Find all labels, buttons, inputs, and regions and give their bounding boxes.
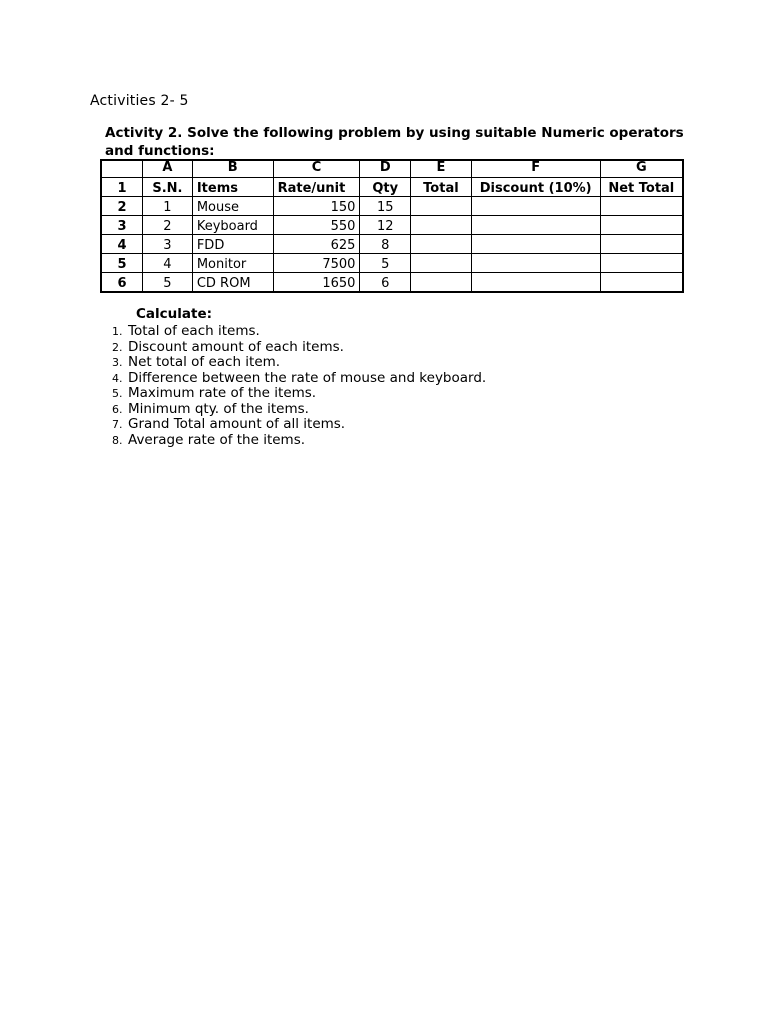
cell-total — [411, 197, 472, 216]
row-number: 3 — [101, 216, 143, 235]
list-item — [112, 433, 486, 449]
list-number: 7. — [112, 418, 123, 431]
table-header-row — [101, 178, 683, 197]
table-row — [101, 197, 683, 216]
corner-cell — [101, 160, 143, 178]
header-net-total: Net Total — [600, 178, 683, 197]
cell-net-total — [600, 235, 683, 254]
list-item — [112, 417, 486, 433]
header-total: Total — [411, 178, 472, 197]
cell-discount — [471, 197, 600, 216]
cell-sn: 3 — [143, 235, 193, 254]
list-number: 5. — [112, 387, 123, 400]
cell-sn: 2 — [143, 216, 193, 235]
list-number: 3. — [112, 356, 123, 369]
task-list — [112, 324, 486, 448]
header-discount: Discount (10%) — [471, 178, 600, 197]
column-letter-row — [101, 160, 683, 178]
row-number: 2 — [101, 197, 143, 216]
cell-total — [411, 216, 472, 235]
list-text: Minimum qty. of the items. — [128, 400, 309, 417]
cell-item: Keyboard — [192, 216, 273, 235]
cell-net-total — [600, 254, 683, 273]
list-text: Difference between the rate of mouse and keyboard. — [128, 369, 487, 386]
cell-sn: 5 — [143, 273, 193, 293]
header-qty: Qty — [360, 178, 411, 197]
cell-discount — [471, 216, 600, 235]
cell-item: Monitor — [192, 254, 273, 273]
header-sn: S.N. — [143, 178, 193, 197]
column-letter: D — [360, 160, 411, 178]
header-items: Items — [192, 178, 273, 197]
list-text: Average rate of the items. — [128, 431, 306, 448]
cell-rate: 7500 — [273, 254, 360, 273]
calculate-heading: Calculate: — [136, 306, 213, 322]
cell-net-total — [600, 197, 683, 216]
row-number: 6 — [101, 273, 143, 293]
table-row — [101, 216, 683, 235]
cell-item: Mouse — [192, 197, 273, 216]
list-number: 4. — [112, 371, 123, 385]
activity-title: Activity 2. Solve the following problem by using suitable Numeric operators and functions: — [105, 125, 684, 159]
cell-item: FDD — [192, 235, 273, 254]
list-item — [112, 402, 486, 418]
table-row — [101, 254, 683, 273]
cell-rate: 625 — [273, 235, 360, 254]
cell-sn: 1 — [143, 197, 193, 216]
cell-rate: 1650 — [273, 273, 360, 293]
cell-rate: 150 — [273, 197, 360, 216]
cell-net-total — [600, 216, 683, 235]
cell-total — [411, 254, 472, 273]
column-letter: E — [411, 160, 472, 178]
cell-discount — [471, 235, 600, 254]
table-row — [101, 235, 683, 254]
row-number: 5 — [101, 254, 143, 273]
list-item — [112, 324, 486, 340]
list-text: Total of each items. — [128, 323, 260, 339]
spreadsheet-table — [100, 159, 684, 293]
column-letter: B — [192, 160, 273, 178]
list-item — [112, 340, 486, 356]
column-letter: A — [143, 160, 193, 178]
list-text: Maximum rate of the items. — [128, 385, 317, 401]
list-text: Grand Total amount of all items. — [128, 416, 346, 432]
column-letter: C — [273, 160, 360, 178]
cell-qty: 5 — [360, 254, 411, 273]
list-number: 8. — [112, 433, 123, 447]
cell-qty: 6 — [360, 273, 411, 293]
cell-total — [411, 273, 472, 293]
cell-discount — [471, 273, 600, 293]
column-letter: F — [471, 160, 600, 178]
header-rate: Rate/unit — [273, 178, 360, 197]
list-item — [112, 386, 486, 402]
cell-qty: 15 — [360, 197, 411, 216]
column-letter: G — [600, 160, 683, 178]
list-item — [112, 371, 486, 387]
page-heading: Activities 2- 5 — [90, 93, 189, 109]
cell-net-total — [600, 273, 683, 293]
row-number: 4 — [101, 235, 143, 254]
cell-qty: 8 — [360, 235, 411, 254]
list-item — [112, 355, 486, 371]
row-number: 1 — [101, 178, 143, 197]
list-number: 2. — [112, 340, 123, 354]
list-number: 6. — [112, 402, 123, 416]
cell-qty: 12 — [360, 216, 411, 235]
cell-rate: 550 — [273, 216, 360, 235]
cell-total — [411, 235, 472, 254]
cell-discount — [471, 254, 600, 273]
list-text: Discount amount of each items. — [128, 338, 344, 355]
list-text: Net total of each item. — [128, 354, 281, 370]
cell-item: CD ROM — [192, 273, 273, 293]
table-row — [101, 273, 683, 293]
cell-sn: 4 — [143, 254, 193, 273]
list-number: 1. — [112, 325, 123, 338]
